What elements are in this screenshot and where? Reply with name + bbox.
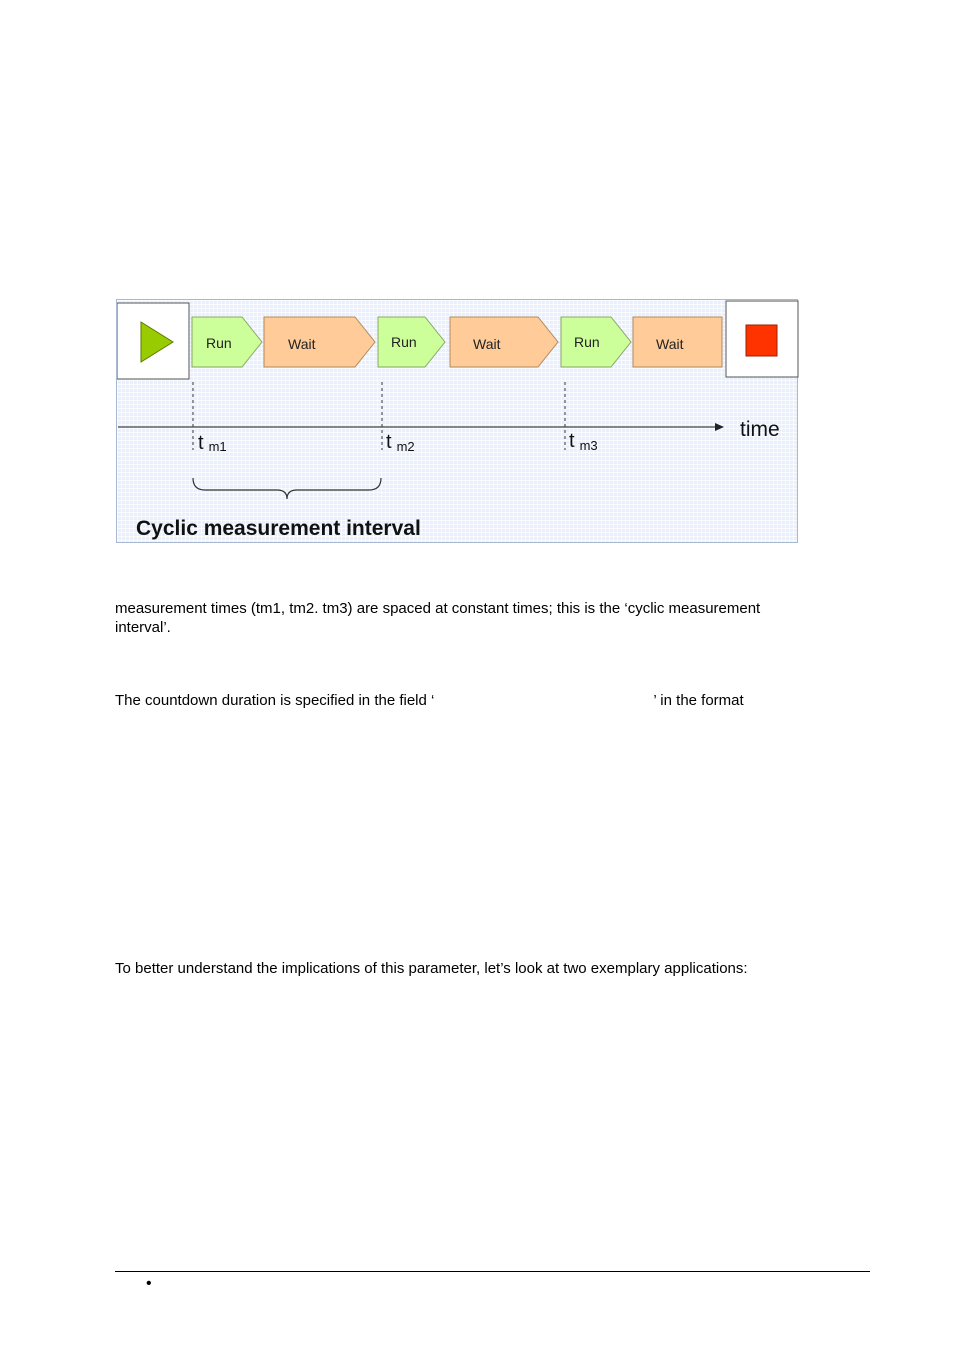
- wait-label-2: Wait: [473, 336, 501, 352]
- countdown-text-after: ’ in the format: [653, 692, 744, 709]
- run-label-1: Run: [206, 335, 232, 351]
- paragraph-implications: To better understand the implications of this parameter, let’s look at two exemplary applications:: [115, 960, 748, 977]
- marker-label-2: tm2: [386, 431, 415, 454]
- wait-segment-2: [450, 317, 558, 367]
- run-label-3: Run: [574, 334, 600, 350]
- cyclic-interval-diagram: [116, 299, 798, 543]
- paragraph-measurement-times: measurement times (tm1, tm2. tm3) are spaced at constant times; this is the ‘cyclic measurement interval’.: [115, 600, 761, 636]
- time-axis-label: time: [740, 418, 780, 441]
- wait-label-3: Wait: [656, 336, 684, 352]
- stop-icon: [746, 325, 777, 356]
- diagram-canvas: [117, 300, 799, 544]
- paragraph-countdown-duration: [115, 691, 815, 710]
- wait-label-1: Wait: [288, 336, 316, 352]
- footer-bullet: •: [146, 1275, 152, 1292]
- wait-segment-1: [264, 317, 375, 367]
- diagram-caption: Cyclic measurement interval: [136, 517, 421, 540]
- countdown-text-before: The countdown duration is specified in the field ‘: [115, 692, 435, 709]
- run-label-2: Run: [391, 334, 417, 350]
- marker-label-1: tm1: [198, 432, 227, 454]
- time-axis-arrow-icon: [715, 423, 724, 431]
- footer-rule: [115, 1271, 870, 1272]
- marker-label-3: tm3: [569, 430, 598, 453]
- interval-brace: [193, 478, 381, 499]
